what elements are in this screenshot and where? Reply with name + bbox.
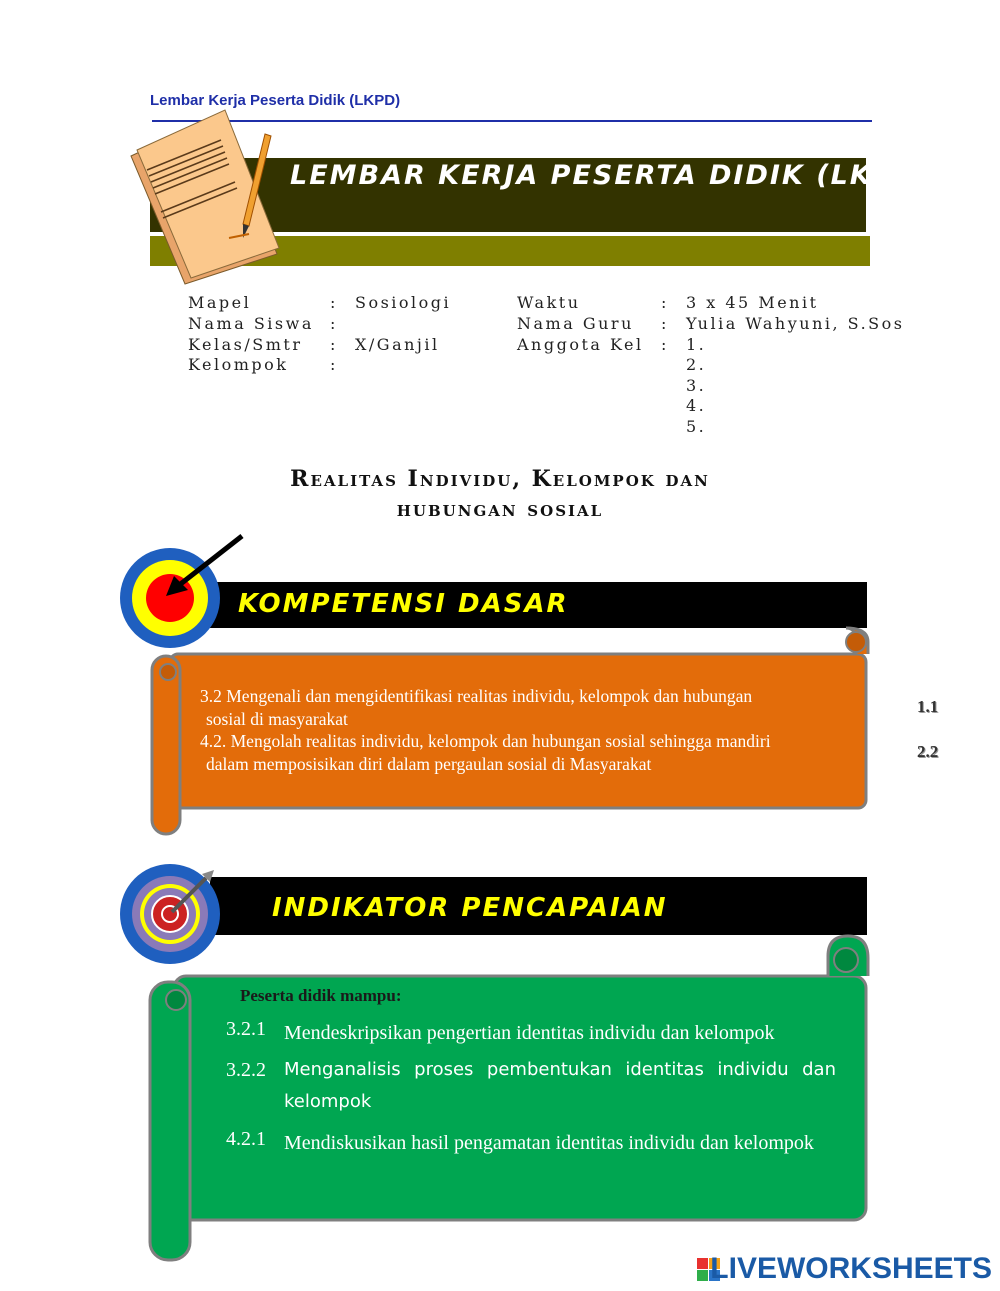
colon: :: [330, 314, 338, 333]
colon: :: [661, 314, 669, 333]
value-kelas: X/Ganjil: [355, 335, 440, 354]
value-nama-guru: Yulia Wahyuni, S.Sos: [686, 314, 905, 333]
member-1: 1.: [686, 335, 707, 354]
colon: :: [330, 293, 338, 312]
kompetensi-item-1-cont: sosial di masyarakat: [206, 708, 348, 729]
kompetensi-item-2: 4.2. Mengolah realitas individu, kelompok dan hubungan sosial sehingga mandiri: [200, 731, 771, 751]
member-5: 5.: [686, 417, 707, 436]
label-nama-guru: Nama Guru: [517, 314, 634, 333]
indikator-item: [226, 1054, 836, 1118]
main-title: LEMBAR KERJA PESERTA DIDIK (LKPD): [290, 160, 934, 191]
member-2: 2.: [686, 355, 707, 374]
kompetensi-text: [200, 685, 850, 775]
colon: :: [661, 293, 669, 312]
value-waktu: 3 x 45 Menit: [686, 293, 819, 312]
side-number-2: 2.2: [917, 742, 939, 761]
label-waktu: Waktu: [517, 293, 581, 312]
footer-brand: LIVEWORKSHEETS: [710, 1252, 992, 1285]
side-number-1: 1.1: [917, 697, 939, 716]
label-anggota: Anggota Kel: [517, 335, 644, 354]
label-kelas: Kelas/Smtr: [188, 335, 303, 354]
indikator-title: INDIKATOR PENCAPAIAN: [272, 893, 668, 923]
kompetensi-item-2-cont: dalam memposisikan diri dalam pergaulan sosial di Masyarakat: [206, 753, 652, 774]
topic-title-line1: Realitas Individu, Kelompok dan: [290, 466, 710, 492]
indikator-lead: Peserta didik mampu:: [240, 986, 402, 1005]
indikator-code: 3.2.2: [226, 1059, 266, 1081]
colon: :: [330, 355, 338, 374]
indikator-code: 4.2.1: [226, 1128, 266, 1150]
label-kelompok: Kelompok: [188, 355, 289, 374]
kompetensi-item-1: 3.2 Mengenali dan mengidentifikasi realitas individu, kelompok dan hubungan: [200, 686, 753, 706]
info-grid: [0, 0, 1000, 440]
colon: :: [661, 335, 669, 354]
colon: :: [330, 335, 338, 354]
value-mapel: Sosiologi: [355, 293, 452, 312]
label-mapel: Mapel: [188, 293, 252, 312]
kompetensi-title: KOMPETENSI DASAR: [238, 589, 569, 619]
label-nama-siswa: Nama Siswa: [188, 314, 314, 333]
indikator-item: [226, 1128, 836, 1158]
indikator-text: Mendeskripsikan pengertian identitas individu dan kelompok: [284, 1022, 775, 1044]
topic-title-line2: hubungan sosial: [396, 496, 604, 522]
document-header: Lembar Kerja Peserta Didik (LKPD): [150, 92, 401, 109]
indikator-code: 3.2.1: [226, 1018, 266, 1040]
indikator-list: [226, 1018, 836, 1164]
indikator-item: [226, 1018, 836, 1048]
indikator-text: Mendiskusikan hasil pengamatan identitas individu dan kelompok: [284, 1132, 814, 1154]
member-4: 4.: [686, 396, 707, 415]
member-3: 3.: [686, 376, 707, 395]
indikator-text: Menganalisis proses pembentukan identitas individu dan kelompok: [284, 1059, 836, 1112]
